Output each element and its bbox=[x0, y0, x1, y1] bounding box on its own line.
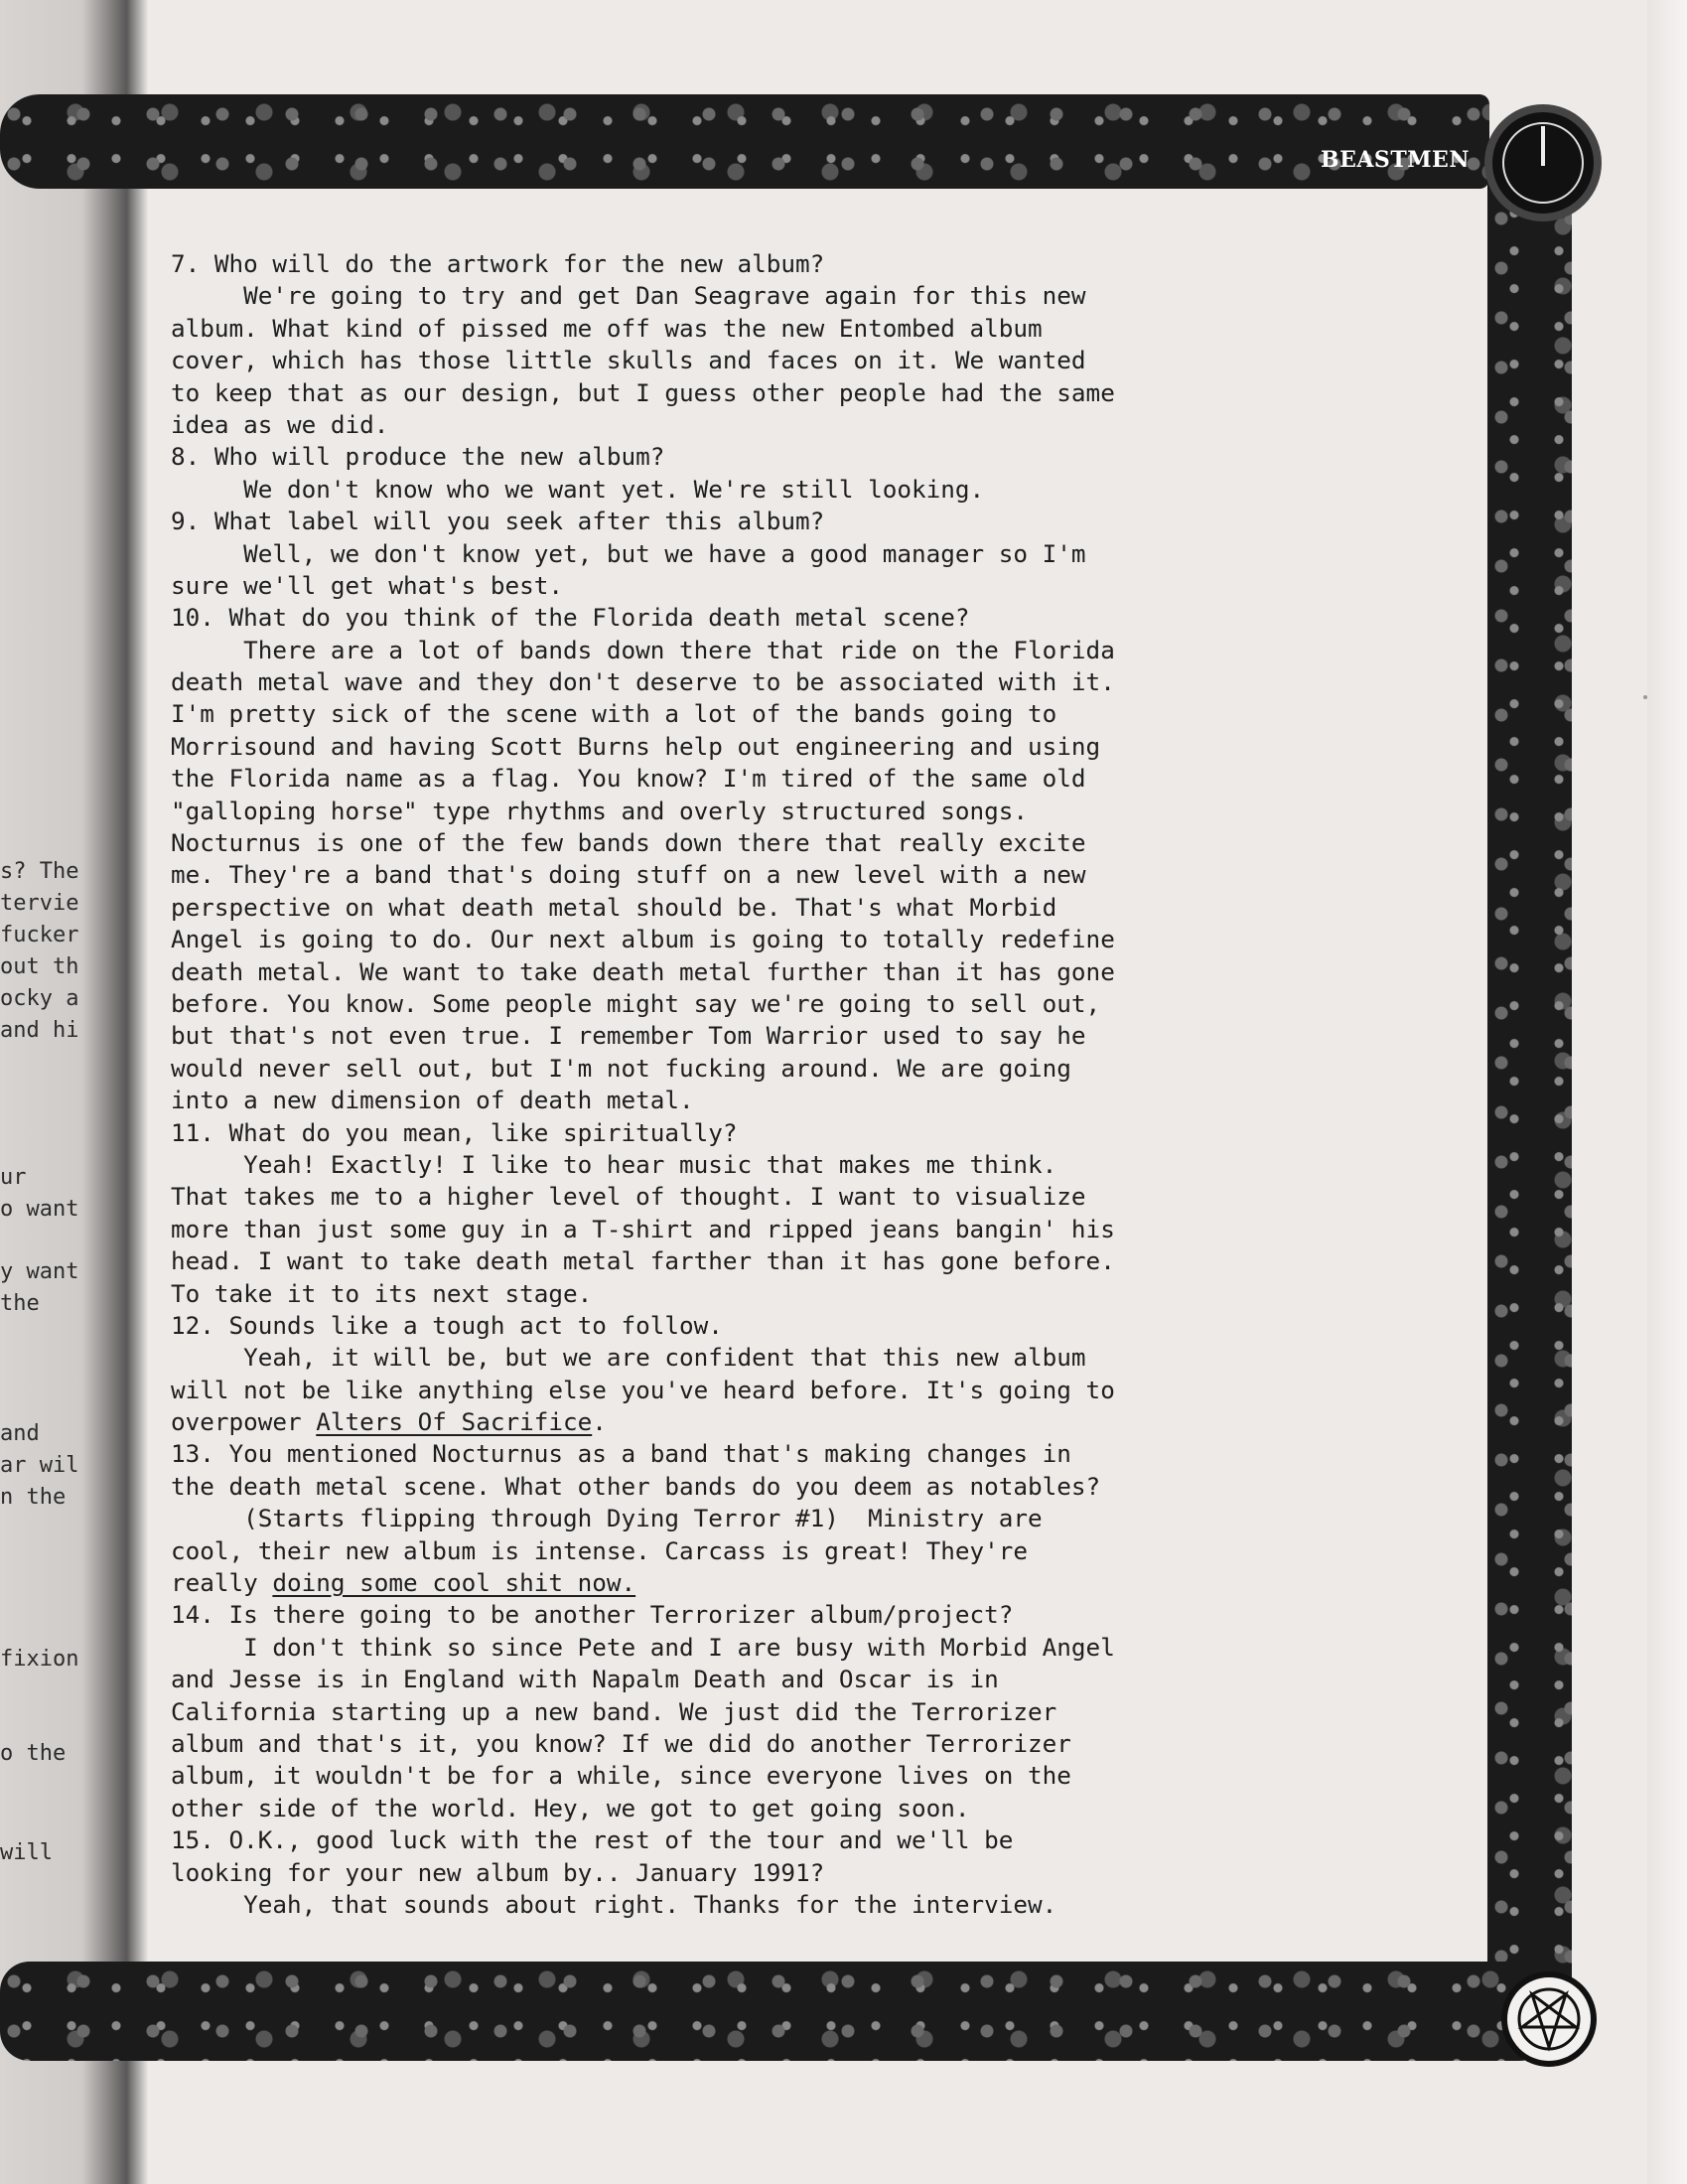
left-page-fragments bbox=[0, 0, 119, 2184]
text-line: 10. What do you think of the Florida death metal scene? bbox=[171, 603, 970, 633]
text-line: but that's not even true. I remember Tom Warrior used to say he bbox=[171, 1021, 1086, 1051]
text-line: death metal wave and they don't deserve to be associated with it. bbox=[171, 667, 1115, 697]
text-line: cover, which has those little skulls and faces on it. We wanted bbox=[171, 346, 1086, 375]
text-line: to keep that as our design, but I guess other people had the same bbox=[171, 377, 1115, 407]
left-page-fragment: and bbox=[0, 1421, 40, 1446]
text-line: To take it to its next stage. bbox=[171, 1278, 593, 1308]
text-line: 14. Is there going to be another Terrorizer album/project? bbox=[171, 1600, 1014, 1630]
text-line: California starting up a new band. We just did the Terrorizer bbox=[171, 1696, 1057, 1726]
text-line: We're going to try and get Dan Seagrave again for this new bbox=[171, 281, 1086, 311]
left-page-fragment: ar wil bbox=[0, 1453, 79, 1478]
left-page-fragment: the bbox=[0, 1291, 40, 1316]
text-line: looking for your new album by.. January 1991? bbox=[171, 1857, 825, 1887]
text-line: Morrisound and having Scott Burns help out engineering and using bbox=[171, 731, 1101, 761]
text-line: There are a lot of bands down there that ride on the Florida bbox=[171, 635, 1115, 664]
left-page-fragment: tervie bbox=[0, 891, 79, 916]
border-ornament-right bbox=[1487, 149, 1572, 2016]
text-line: 12. Sounds like a tough act to follow. bbox=[171, 1310, 723, 1340]
text-line: and Jesse is in England with Napalm Death and Oscar is in bbox=[171, 1665, 999, 1694]
border-ornament-top bbox=[0, 94, 1489, 189]
text-line: That takes me to a higher level of thought. I want to visualize bbox=[171, 1182, 1086, 1212]
text-line: head. I want to take death metal farther than it has gone before. bbox=[171, 1246, 1115, 1276]
text-line: "galloping horse" type rhythms and overly structured songs. bbox=[171, 796, 1029, 825]
text-line: 9. What label will you seek after this album? bbox=[171, 507, 825, 536]
text-line: Well, we don't know yet, but we have a good manager so I'm bbox=[171, 538, 1086, 568]
border-ornament-bottom bbox=[0, 1962, 1549, 2061]
text-line: 13. You mentioned Nocturnus as a band that's making changes in bbox=[171, 1439, 1071, 1469]
text-line: into a new dimension of death metal. bbox=[171, 1086, 694, 1115]
text-line: We don't know who we want yet. We're still looking. bbox=[171, 474, 985, 504]
text-line: album. What kind of pissed me off was the new Entombed album bbox=[171, 313, 1043, 343]
left-page-fragment: n the bbox=[0, 1485, 67, 1510]
text-line: overpower Alters Of Sacrifice. bbox=[171, 1407, 607, 1437]
text-line: me. They're a band that's doing stuff on a new level with a new bbox=[171, 860, 1086, 890]
text-line: cool, their new album is intense. Carcass is great! They're bbox=[171, 1535, 1029, 1565]
left-page-fragment: ur bbox=[0, 1165, 27, 1190]
text-line: would never sell out, but I'm not fucking around. We are going bbox=[171, 1053, 1071, 1083]
left-page-fragment: y want bbox=[0, 1259, 79, 1284]
text-line: Nocturnus is one of the few bands down there that really excite bbox=[171, 828, 1086, 858]
right-page-edge bbox=[1647, 0, 1687, 2184]
left-page-fragment: and hi bbox=[0, 1018, 79, 1043]
text-line: 15. O.K., good luck with the rest of the tour and we'll be bbox=[171, 1825, 1014, 1855]
text-line: (Starts flipping through Dying Terror #1) Ministry are bbox=[171, 1504, 1043, 1533]
left-page-fragment: ocky a bbox=[0, 986, 79, 1011]
text-line: perspective on what death metal should be. That's what Morbid bbox=[171, 892, 1057, 922]
text-line: more than just some guy in a T-shirt and ripped jeans bangin' his bbox=[171, 1214, 1115, 1243]
underlined-text: doing some cool shit now. bbox=[272, 1568, 636, 1598]
clock-icon bbox=[1484, 104, 1602, 221]
left-page-fragment: will bbox=[0, 1840, 53, 1865]
text-line: I don't think so since Pete and I are busy with Morbid Angel bbox=[171, 1632, 1115, 1662]
left-page-fragment: out th bbox=[0, 954, 79, 979]
text-line: idea as we did. bbox=[171, 409, 389, 439]
left-page-fragment: o the bbox=[0, 1741, 67, 1766]
text-line: before. You know. Some people might say we're going to sell out, bbox=[171, 988, 1101, 1018]
left-page-fragment: fucker bbox=[0, 923, 79, 947]
text-line: Angel is going to do. Our next album is going to totally redefine bbox=[171, 925, 1115, 954]
left-page-fragment: s? The bbox=[0, 859, 79, 884]
speck bbox=[1643, 695, 1647, 699]
pentagram-icon bbox=[1501, 1971, 1597, 2067]
text-line: Yeah, that sounds about right. Thanks for the interview. bbox=[171, 1889, 1057, 1919]
text-line: 7. Who will do the artwork for the new album? bbox=[171, 249, 825, 278]
text-line: really doing some cool shit now. bbox=[171, 1568, 636, 1598]
text-line: Yeah, it will be, but we are confident that this new album bbox=[171, 1343, 1086, 1373]
left-page-fragment: o want bbox=[0, 1197, 79, 1222]
text-line: death metal. We want to take death metal further than it has gone bbox=[171, 956, 1115, 986]
left-page-fragment: fixion bbox=[0, 1647, 79, 1672]
text-line: other side of the world. Hey, we got to get going soon. bbox=[171, 1793, 970, 1822]
text-line: the Florida name as a flag. You know? I'm tired of the same old bbox=[171, 764, 1086, 794]
text-line: will not be like anything else you've heard before. It's going to bbox=[171, 1375, 1115, 1404]
text-line: 8. Who will produce the new album? bbox=[171, 442, 665, 472]
text-line: album, it wouldn't be for a while, since everyone lives on the bbox=[171, 1761, 1071, 1791]
text-line: I'm pretty sick of the scene with a lot of the bands going to bbox=[171, 699, 1057, 729]
section-label: BEASTMEN bbox=[1321, 147, 1470, 173]
text-line: sure we'll get what's best. bbox=[171, 570, 563, 600]
underlined-text: Alters Of Sacrifice bbox=[316, 1407, 593, 1437]
interview-text bbox=[171, 248, 1462, 1921]
text-line: 11. What do you mean, like spiritually? bbox=[171, 1117, 738, 1147]
text-line: the death metal scene. What other bands do you deem as notables? bbox=[171, 1471, 1101, 1501]
text-line: album and that's it, you know? If we did do another Terrorizer bbox=[171, 1728, 1071, 1758]
text-line: Yeah! Exactly! I like to hear music that makes me think. bbox=[171, 1149, 1057, 1179]
